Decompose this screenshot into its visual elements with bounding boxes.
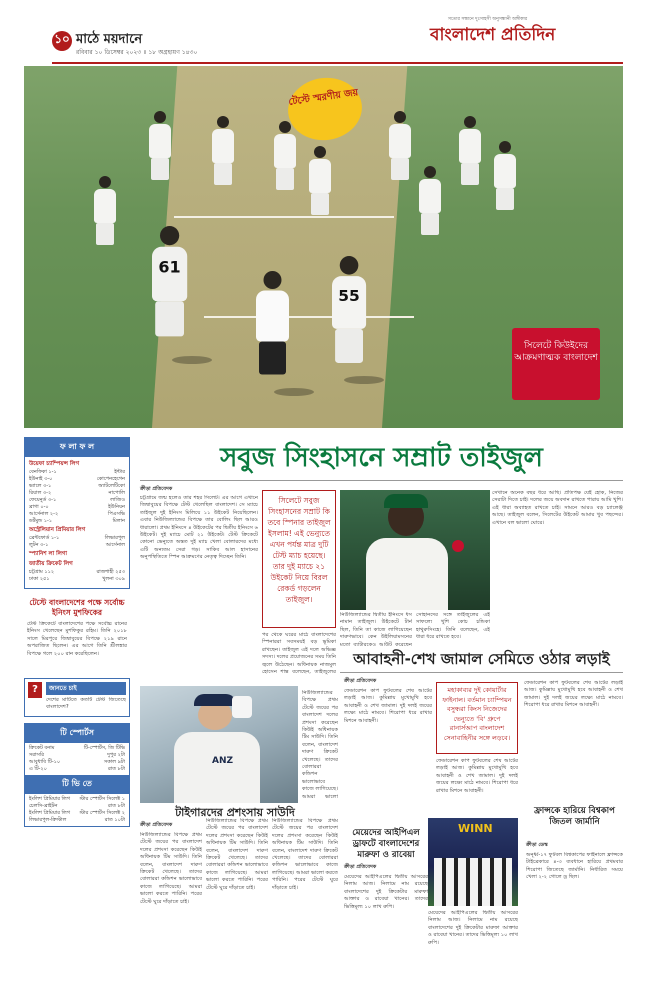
list-item xyxy=(29,803,125,810)
results-list xyxy=(29,469,125,525)
list-item-right: খুলনা ৩০৯ xyxy=(102,576,125,582)
list-item xyxy=(29,476,125,483)
fielder xyxy=(94,176,116,245)
fielder xyxy=(149,111,171,180)
quarterfinal-highlight-box: মহাকাব্যর দুই কোয়ার্টার ফাইনাল। বর্তমান চ্যাম্পিয়ন বসুন্ধরা কিংস নিজেদের ভেন্যুতে 'বি' গ্রুপে রানার্সআপ বাংলাদেশ সেনাবাহিনীর সঙ্গে লড়বে। xyxy=(436,682,518,754)
germany-story: অনূর্ধ্ব-১৭ ফুটবল বিশ্বকাপের ফাইনালে ফ্রান্সকে টাইব্রেকারে ৪-৩ ব্যবধানে হারিয়ে প্রথমবার শিরোপা জিতেছে জার্মানি। নির্ধারিত সময়ে খেলা ২-২ গোলে ড্র ছিল। xyxy=(526,852,623,881)
abahani-story-col3: ফেডারেশন কাপ ফুটবলের শেষ আটের লড়াই আজ। কুমিল্লায় মুখোমুখি হবে আবাহনী ও শেখ জামাল। দুই দলই জয়ের লক্ষ্যে মাঠে নামবে। শিরোপা ধরে রাখার মিশনে আবাহনী। xyxy=(524,680,623,709)
list-item-left: আর্সেনাল ২-২ xyxy=(29,511,59,517)
page-number-badge: ১০ xyxy=(52,31,72,51)
taijul-portrait-photo xyxy=(340,490,490,610)
southee-photo xyxy=(140,686,298,803)
abahani-headline: আবাহনী-শেখ জামাল সেমিতে ওঠার লড়াই xyxy=(353,650,610,668)
list-item-right: রাজশাহী ২৫৩ xyxy=(96,569,125,575)
player-shirt xyxy=(366,538,448,610)
brief-box xyxy=(24,595,130,674)
team-group xyxy=(434,858,512,906)
results-league: স্প্যানিশ লা লিগা xyxy=(29,551,68,557)
sidebar xyxy=(24,437,130,977)
abahani-story-cont: ফেডারেশন কাপ ফুটবলের শেষ আটের লড়াই আজ। কুমিল্লায় মুখোমুখি হবে আবাহনী ও শেখ জামাল। দুই দলই জয়ের লক্ষ্যে মাঠে নামবে। শিরোপা ধরে রাখার মিশনে আবাহনী। xyxy=(436,758,518,794)
list-item xyxy=(29,745,125,752)
results-box xyxy=(24,437,130,589)
player-shirt xyxy=(174,732,260,803)
glove-icon xyxy=(232,696,252,718)
tv-list xyxy=(25,743,129,775)
list-item-left: ফেয়েনুর্ড ৩-১ xyxy=(29,497,57,503)
fielder xyxy=(419,166,441,235)
list-item-right: রাত ৮টা xyxy=(108,766,125,772)
list-item-right: নাপোলি xyxy=(108,490,125,496)
list-item-right: সকাল ৯টা xyxy=(104,759,125,765)
tv-list xyxy=(25,794,129,826)
list-item-left: ভ্যালে ৩-১ xyxy=(29,483,52,489)
list-item xyxy=(29,504,125,511)
question-icon: ? xyxy=(28,682,42,698)
newspaper-logo: বাংলাদেশ প্রতিদিন xyxy=(430,25,556,45)
cap-icon xyxy=(384,494,428,508)
list-item-right: দুপুর ২টা xyxy=(107,752,125,758)
germany-byline: ক্রীড়া ডেস্ক xyxy=(526,842,548,848)
list-item-right: রাত ১০টা xyxy=(104,817,125,823)
list-item xyxy=(29,497,125,504)
abahani-byline: ক্রীড়া প্রতিবেদক xyxy=(344,678,377,684)
list-item xyxy=(29,490,125,497)
quiz-question: দেশের মাটিতে কতটি টেস্ট জিতেছে বাংলাদেশ? xyxy=(46,697,126,711)
germany-celebration-photo xyxy=(428,818,518,906)
results-league: অস্ট্রেলিয়ান প্রিমিয়ার লিগ xyxy=(29,527,86,533)
list-item-left: চট্টগ্রাম ১১২ xyxy=(29,569,55,575)
list-item xyxy=(29,810,125,817)
southee-story-col1: নিউজিল্যান্ডের বিপক্ষে প্রথম টেস্টে জয়ের পর বাংলাদেশ দলের প্রশংসা করেছেন কিউই অধিনায়ক টিম সাউদি। তিনি বলেন, বাংলাদেশ দারুণ ক্রিকেট খেলেছে। তাদের বোলাররা কন্ডিশন ভালোভাবে কাজে লাগিয়েছে। আমরা ভালো করতে পারিনি। পরের টেস্টে ঘুরে দাঁড়াতে চাই। xyxy=(140,832,202,905)
main-headline: সবুজ সিংহাসনে সম্রাট তাইজুল xyxy=(220,443,543,473)
cricket-ball-icon xyxy=(452,540,464,552)
list-item-left: এ টি-২০ xyxy=(29,766,47,772)
newspaper-tagline: সত্যের সন্ধানে দুঃসাহসী অনুসন্ধানী অঙ্গীকার xyxy=(448,17,528,22)
fielder xyxy=(389,111,411,180)
abahani-story: ফেডারেশন কাপ ফুটবলের শেষ আটের লড়াই আজ। কুমিল্লায় মুখোমুখি হবে আবাহনী ও শেখ জামাল। দুই দলই জয়ের লক্ষ্যে মাঠে নামবে। শিরোপা ধরে রাখার মিশনে আবাহনী। xyxy=(344,688,432,724)
bowler xyxy=(332,256,366,363)
list-item-right: লাজিও xyxy=(110,497,125,503)
list-item-left: ইংলিশ প্রিমিয়ার লিগ xyxy=(29,810,70,816)
list-item xyxy=(29,511,125,518)
list-item-right: অ্যাটলেটিকো xyxy=(98,483,125,489)
wicketkeeper xyxy=(274,121,296,190)
brief-text: টেস্ট ক্রিকেটে বাংলাদেশের পক্ষে সর্বোচ্চ রানের ইনিংস খেলেছেন মুশফিকুর রহিম। তিনি ২০১৮ সালে মিরপুরে জিম্বাবুয়ের বিপক্ষে ২১৯ রানে অপরাজিত ছিলেন। এর আগে তিনি শ্রীলঙ্কার বিপক্ষে গলে ২০০ রান করেছিলেন। xyxy=(27,621,127,657)
list-item-right: লিভারপুল xyxy=(104,535,125,541)
section-title: মাঠে ময়দানে xyxy=(76,32,143,47)
list-item-left: সরাসরি xyxy=(29,752,44,758)
list-item-right: কোপেনহেগেন xyxy=(96,476,125,482)
list-item-right: স্টার স্পোর্টস সিলেক্ট ১ xyxy=(79,796,125,802)
list-item-right: স্টার স্পোর্টস সিলেক্ট ২ xyxy=(79,810,125,816)
list-item-left: লুটন ৩-১ xyxy=(29,542,49,548)
quiz-label: জানতে চাই xyxy=(46,682,126,695)
list-item-left: আবুধাবি টি-১০ xyxy=(29,759,61,765)
wpl-story: মেয়েদের আইপিএলের দ্বিতীয় আসরের নিলাম আজ। নিলামে নাম রয়েছে বাংলাদেশের দুই ক্রিকেটার মারুফা আক্তার ও রাবেয়া খানের। তাদের ভিত্তিমূল্য ১০ লাখ রুপি। xyxy=(344,874,428,910)
banner-text: WINN xyxy=(458,822,493,835)
tv-title: টি স্পোর্টস xyxy=(25,724,129,743)
list-item xyxy=(29,576,125,583)
main-story-col5: সেখানে অনেক বছর ধরে আছি। প্রতিপক্ষ যেই হোক, নিজের সেরাটা দিতে চাই। দলের জয়ে অবদান রাখতে পারায় আমি খুশি। এই ধারা অব্যাহত রাখতে চাই। সামনে আরও বড় চ্যালেঞ্জ আছে। তাইজুল বলেন, সিলেটের উইকেট আমার খুব পছন্দের। এখানে বল ভালো ঘোরে। xyxy=(492,490,623,526)
umpire xyxy=(256,271,289,375)
quiz-box xyxy=(24,678,130,717)
list-item-left: লিভারপুল-ক্রিস্টাল xyxy=(29,817,67,823)
list-item xyxy=(29,469,125,476)
southee-sidecol: নিউজিল্যান্ডের বিপক্ষে প্রথম টেস্টে জয়ের পর বাংলাদেশ দলের প্রশংসা করেছেন কিউই অধিনায়ক টিম সাউদি। তিনি বলেন, বাংলাদেশ দারুণ ক্রিকেট খেলেছে। তাদের বোলাররা কন্ডিশন ভালোভাবে কাজে লাগিয়েছে। আমরা ভালো xyxy=(302,690,338,800)
headline-divider xyxy=(140,480,623,481)
list-item-right: আর্সেনাল xyxy=(105,542,125,548)
list-item-left: ক্রিকেট বনাম xyxy=(29,745,55,751)
nz-crest-icon: ANZ xyxy=(212,756,234,766)
hero-photo xyxy=(24,66,623,428)
list-item xyxy=(29,542,125,549)
list-item xyxy=(29,796,125,803)
list-item-left: ইংলিশ প্রিমিয়ার লিগ xyxy=(29,796,70,802)
batsman-at-crease xyxy=(309,146,331,215)
main-story-col2: পর থেকে ঘরের মাঠে বাংলাদেশের স্পিনাররা সবসময়ই বড় ভূমিকা রাখছেন। তাইজুল এই দলে অভিজ্ঞ সদস্য। দলের প্রয়োজনের সময় তিনি জ্বলে উঠেছেন। অধিনায়ক নাজমুল হোসেন শান্ত বলেছেন, তাইজুলের xyxy=(262,632,336,676)
jersey-number: 61 xyxy=(158,259,181,278)
crease-line xyxy=(174,216,394,218)
list-item-left: চেলসি-ব্রাইটন xyxy=(29,803,58,809)
pull-quote: সিলেটে সবুজ সিংহাসনের সম্রাট কি তবে স্পিনার তাইজুল ইসলাম! এই ভেন্যুতে এখন পর্যন্ত মাত্র দুটি টেস্ট ম্যাচ হয়েছে। তার দুই ম্যাচে ২১ উইকেট নিয়ে বিরল রেকর্ড গড়লেন তাইজুল। xyxy=(262,490,336,628)
list-item xyxy=(29,817,125,824)
results-list xyxy=(29,535,125,549)
main-story-col4: সোহানদের সঙ্গে তাইজুলের এই সাফল্যে খুশি কোচ চন্ডিকা হাথুরুসিংহে। তিনি বলেছেন, এই ধারা ধরে রাখতে হবে। xyxy=(416,612,490,641)
list-item-left: ঢাকা ২৫১ xyxy=(29,576,50,582)
list-item-left: বেনফিকা ১-১ xyxy=(29,469,57,475)
list-item-left: ব্রাগা ০-০ xyxy=(29,504,49,510)
wpl-story-cont: মেয়েদের আইপিএলের দ্বিতীয় আসরের নিলাম আজ। নিলামে নাম রয়েছে বাংলাদেশের দুই ক্রিকেটার মারুফা আক্তার ও রাবেয়া খানের। তাদের ভিত্তিমূল্য ১০ লাখ রুপি। xyxy=(428,910,518,946)
brief-title: টেস্টে বাংলাদেশের পক্ষে সর্বোচ্চ ইনিংস মুশফিকের xyxy=(29,598,125,617)
list-item-right: ইন্টার xyxy=(114,469,125,475)
southee-story-col3: নিউজিল্যান্ডের বিপক্ষে প্রথম টেস্টে জয়ের পর বাংলাদেশ দলের প্রশংসা করেছেন কিউই অধিনায়ক টিম সাউদি। তিনি বলেন, বাংলাদেশ দারুণ ক্রিকেট খেলেছে। তাদের বোলাররা কন্ডিশন ভালোভাবে কাজে লাগিয়েছে। আমরা ভালো করতে পারিনি। পরের টেস্টে ঘুরে দাঁড়াতে চাই। xyxy=(272,818,338,891)
list-item xyxy=(29,759,125,766)
crease-line xyxy=(204,316,414,318)
fielder xyxy=(459,116,481,185)
badge-aggressive-bangladesh: সিলেটে কিউইদের আক্রমণাত্মক বাংলাদেশ xyxy=(512,328,600,400)
headline-divider xyxy=(340,672,623,673)
wpl-byline: ক্রীড়া প্রতিবেদক xyxy=(344,864,377,870)
tv-title: টি ভি তে xyxy=(25,775,129,794)
header-divider xyxy=(52,62,623,64)
list-item-left: ব্রেন্টফোর্ড ১-১ xyxy=(29,535,60,541)
list-item-right: টি-স্পোর্টস, জি টিভি xyxy=(83,745,125,751)
southee-story-col2: নিউজিল্যান্ডের বিপক্ষে প্রথম টেস্টে জয়ের পর বাংলাদেশ দলের প্রশংসা করেছেন কিউই অধিনায়ক টিম সাউদি। তিনি বলেন, বাংলাদেশ দারুণ ক্রিকেট খেলেছে। তাদের বোলাররা কন্ডিশন ভালোভাবে কাজে লাগিয়েছে। আমরা ভালো করতে পারিনি। পরের টেস্টে ঘুরে দাঁড়াতে চাই। xyxy=(206,818,268,891)
list-item xyxy=(29,518,125,525)
list-item xyxy=(29,766,125,773)
southee-byline: ক্রীড়া প্রতিবেদক xyxy=(140,822,173,828)
list-item-left: ইউনাই ৩-০ xyxy=(29,476,53,482)
issue-date: রবিবার ১০ ডিসেম্বর ২০২৩ ॥ ১৮ অগ্রহায়ণ ১৪৩০ xyxy=(76,49,198,56)
wpl-draft-headline: মেয়েদের আইপিএল ড্রাফটে বাংলাদেশের মারুফা ও রাবেয়া xyxy=(352,828,420,860)
results-league: উয়েফা চ্যাম্পিয়ন্স লিগ xyxy=(29,461,80,467)
main-byline: ক্রীড়া প্রতিবেদক xyxy=(140,486,173,492)
cap-icon xyxy=(194,694,236,706)
list-item xyxy=(29,752,125,759)
list-item xyxy=(29,569,125,576)
tv-box xyxy=(24,723,130,827)
list-item-right: পিএসভি xyxy=(107,511,125,517)
list-item-right: রাত ৮টা xyxy=(108,803,125,809)
list-item-left: ডর্টমুন্ড ১-১ xyxy=(29,518,53,524)
jersey-number: 55 xyxy=(338,288,360,306)
badge-memorable-win: টেস্টে স্মরণীয় জয় xyxy=(284,73,366,145)
list-item-right: ইউনিয়ন xyxy=(108,504,125,510)
germany-worldcup-headline: ফ্রান্সকে হারিয়ে বিশ্বকাপ জিতল জার্মানি xyxy=(534,806,615,827)
non-striker-batsman xyxy=(152,226,187,336)
list-item xyxy=(29,483,125,490)
results-league: জাতীয় ক্রিকেট লিগ xyxy=(29,561,73,567)
fielder xyxy=(494,141,516,210)
results-list xyxy=(29,569,125,583)
southee-headline: টাইগারদের প্রশংসায় সাউদি xyxy=(175,806,295,819)
list-item-left: রিয়াল ৩-২ xyxy=(29,490,52,496)
list-item xyxy=(29,535,125,542)
results-title: ফ লা ফ ল xyxy=(25,438,129,457)
main-story-col3: নিউজিল্যান্ডের দ্বিতীয় ইনিংসে ধস নামান তাইজুল। উইকেটে টার্ন ছিল, তিনি তা কাজে লাগিয়েছেন দারুণভাবে। কেন উইলিয়ামসনের মতো ব্যাটারকেও আউট করেছেন xyxy=(340,612,412,646)
page-header xyxy=(0,0,650,66)
fielder xyxy=(212,116,234,185)
list-item-right: মিলান xyxy=(112,518,125,524)
main-story-col1: চট্টগ্রামে জন্ম হলেও তার শহর সিলেট। এর আগে এখানে জিম্বাবুয়ের বিপক্ষে টেস্ট খেলেছিল বাংলাদেশ। সে ম্যাচে তাইজুল দুই ইনিংস মিলিয়ে ১১ উইকেট নিয়েছিলেন। এবার নিউজিল্যান্ডের বিপক্ষে তার বোলিং ছিল আরও ধারালো। প্রথম ইনিংসে ৪ উইকেটের পর দ্বিতীয় ইনিংসে ৬ উইকেট। দুই ম্যাচে মোট ২১ উইকেট। টেস্ট ক্রিকেটে কোনো ভেন্যুতে অন্তত দুই ম্যাচ খেলা বোলারদের মধ্যে এটি অন্যতম সেরা গড়। সাকিব আল হাসানের অনুপস্থিতিতে স্পিন আক্রমণের নেতৃত্ব দিচ্ছেন তিনি। xyxy=(140,495,258,561)
